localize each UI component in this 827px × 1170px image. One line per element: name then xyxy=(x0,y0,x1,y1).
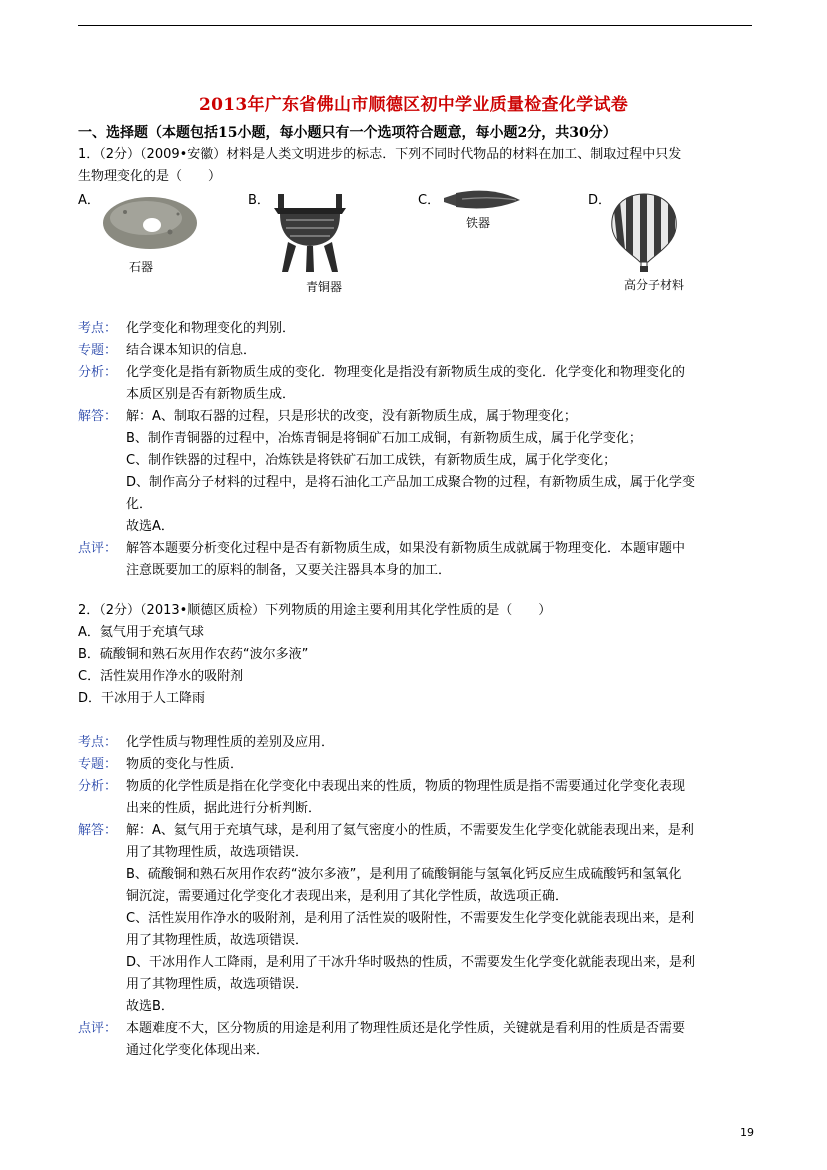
q1-option-b-caption: 青铜器 xyxy=(305,280,342,294)
q2-jieda-line-8: 用了其物理性质，故选项错误． xyxy=(126,977,309,992)
q1-kaodian-label: 考点： xyxy=(78,321,118,336)
section-heading: 一、选择题（本题包括15小题，每小题只有一个选项符合题意，每小题2分，共30分） xyxy=(78,125,617,141)
q1-jieda-line-6: 故选A． xyxy=(126,519,174,534)
q2-jieda-line-9: 故选B． xyxy=(126,999,174,1014)
q2-jieda-line-2: 用了其物理性质，故选项错误． xyxy=(126,845,309,860)
q2-option-a: A．氦气用于充填气球 xyxy=(78,625,204,640)
q2-fenxi-label: 分析： xyxy=(78,779,118,794)
q1-dianping-line-1: 解答本题要分析变化过程中是否有新物质生成，如果没有新物质生成就属于物理变化．本题审题中 xyxy=(126,541,686,556)
bronze-vessel-image xyxy=(270,192,350,280)
q1-jieda-line-1: 解：A、制取石器的过程，只是形状的改变，没有新物质生成，属于物理变化； xyxy=(126,409,577,424)
q1-option-b-letter: B． xyxy=(248,193,270,208)
q2-dianping-label: 点评： xyxy=(78,1021,118,1036)
q1-zhuanti-text: 结合课本知识的信息． xyxy=(126,343,257,358)
q1-jieda-line-5: 化． xyxy=(126,497,153,512)
page-number: 19 xyxy=(740,1126,754,1139)
header-rule xyxy=(78,25,752,26)
q2-dianping-line-1: 本题难度不大，区分物质的用途是利用了物理性质还是化学性质，关键就是看利用的性质是否需要 xyxy=(126,1021,686,1036)
q1-stem-line-2: 生物理变化的是（ ） xyxy=(78,169,222,184)
q1-fenxi-line-2: 本质区别是否有新物质生成． xyxy=(126,387,296,402)
q1-stem-line-1: 1．（2分）（2009•安徽）材料是人类文明进步的标志．下列不同时代物品的材料在加工、制取过程中只发 xyxy=(78,147,682,162)
q2-jieda-line-5: C、活性炭用作净水的吸附剂，是利用了活性炭的吸附性，不需要发生化学变化就能表现出来，是利 xyxy=(126,911,695,926)
q1-option-a-letter: A． xyxy=(78,193,100,208)
stone-tool-image xyxy=(100,192,200,258)
q2-stem: 2．（2分）（2013•顺德区质检）下列物质的用途主要利用其化学性质的是（ ） xyxy=(78,603,552,618)
q2-zhuanti-text: 物质的变化与性质． xyxy=(126,757,244,772)
q2-jieda-line-6: 用了其物理性质，故选项错误． xyxy=(126,933,309,948)
q1-option-a-caption: 石器 xyxy=(128,260,153,274)
q2-jieda-line-1: 解：A、氦气用于充填气球，是利用了氦气密度小的性质，不需要发生化学变化就能表现出来，是利 xyxy=(126,823,694,838)
q2-fenxi-line-2: 出来的性质，据此进行分析判断． xyxy=(126,801,322,816)
q1-dianping-line-2: 注意既要加工的原料的制备，又要关注器具本身的加工． xyxy=(126,563,452,578)
q2-option-c: C．活性炭用作净水的吸附剂 xyxy=(78,669,244,684)
q1-jieda-line-2: B、制作青铜器的过程中，冶炼青铜是将铜矿石加工成铜，有新物质生成，属于化学变化； xyxy=(126,431,642,446)
q1-fenxi-label: 分析： xyxy=(78,365,118,380)
q2-jieda-line-4: 铜沉淀，需要通过化学变化才表现出来，是利用了其化学性质，故选项正确． xyxy=(126,889,569,904)
q1-jieda-line-4: D、制作高分子材料的过程中，是将石油化工产品加工成聚合物的过程，有新物质生成，属于化学变 xyxy=(126,475,696,490)
q2-dianping-line-2: 通过化学变化体现出来． xyxy=(126,1043,270,1058)
q1-jieda-label: 解答： xyxy=(78,409,118,424)
q1-option-d-caption: 高分子材料 xyxy=(623,278,684,292)
q1-option-c-letter: C． xyxy=(418,193,441,208)
q1-jieda-line-3: C、制作铁器的过程中，冶炼铁是将铁矿石加工成铁，有新物质生成，属于化学变化； xyxy=(126,453,617,468)
q1-fenxi-line-1: 化学变化是指有新物质生成的变化．物理变化是指没有新物质生成的变化．化学变化和物理变化的 xyxy=(126,365,686,380)
q1-kaodian-text: 化学变化和物理变化的判别． xyxy=(126,321,296,336)
hot-air-balloon-image xyxy=(608,192,680,278)
q2-jieda-line-3: B、硫酸铜和熟石灰用作农药“波尔多液”，是利用了硫酸铜能与氢氧化钙反应生成硫酸钙和氢氧化 xyxy=(126,867,682,882)
q2-jieda-line-7: D、干冰用作人工降雨，是利用了干冰升华时吸热的性质，不需要发生化学变化就能表现出来，是利 xyxy=(126,955,696,970)
exam-title: 2013年广东省佛山市顺德区初中学业质量检查化学试卷 xyxy=(198,95,629,115)
q1-option-d-letter: D． xyxy=(588,193,612,208)
q1-option-c-caption: 铁器 xyxy=(465,216,490,230)
q2-kaodian-label: 考点： xyxy=(78,735,118,750)
q2-jieda-label: 解答： xyxy=(78,823,118,838)
q2-option-b: B．硫酸铜和熟石灰用作农药“波尔多液” xyxy=(78,647,309,662)
q2-zhuanti-label: 专题： xyxy=(78,757,118,772)
q2-option-d: D．干冰用于人工降雨 xyxy=(78,691,206,706)
q2-kaodian-text: 化学性质与物理性质的差别及应用． xyxy=(126,735,335,750)
q2-fenxi-line-1: 物质的化学性质是指在化学变化中表现出来的性质，物质的物理性质是指不需要通过化学变化表现 xyxy=(126,779,686,794)
q1-zhuanti-label: 专题： xyxy=(78,343,118,358)
q1-dianping-label: 点评： xyxy=(78,541,118,556)
